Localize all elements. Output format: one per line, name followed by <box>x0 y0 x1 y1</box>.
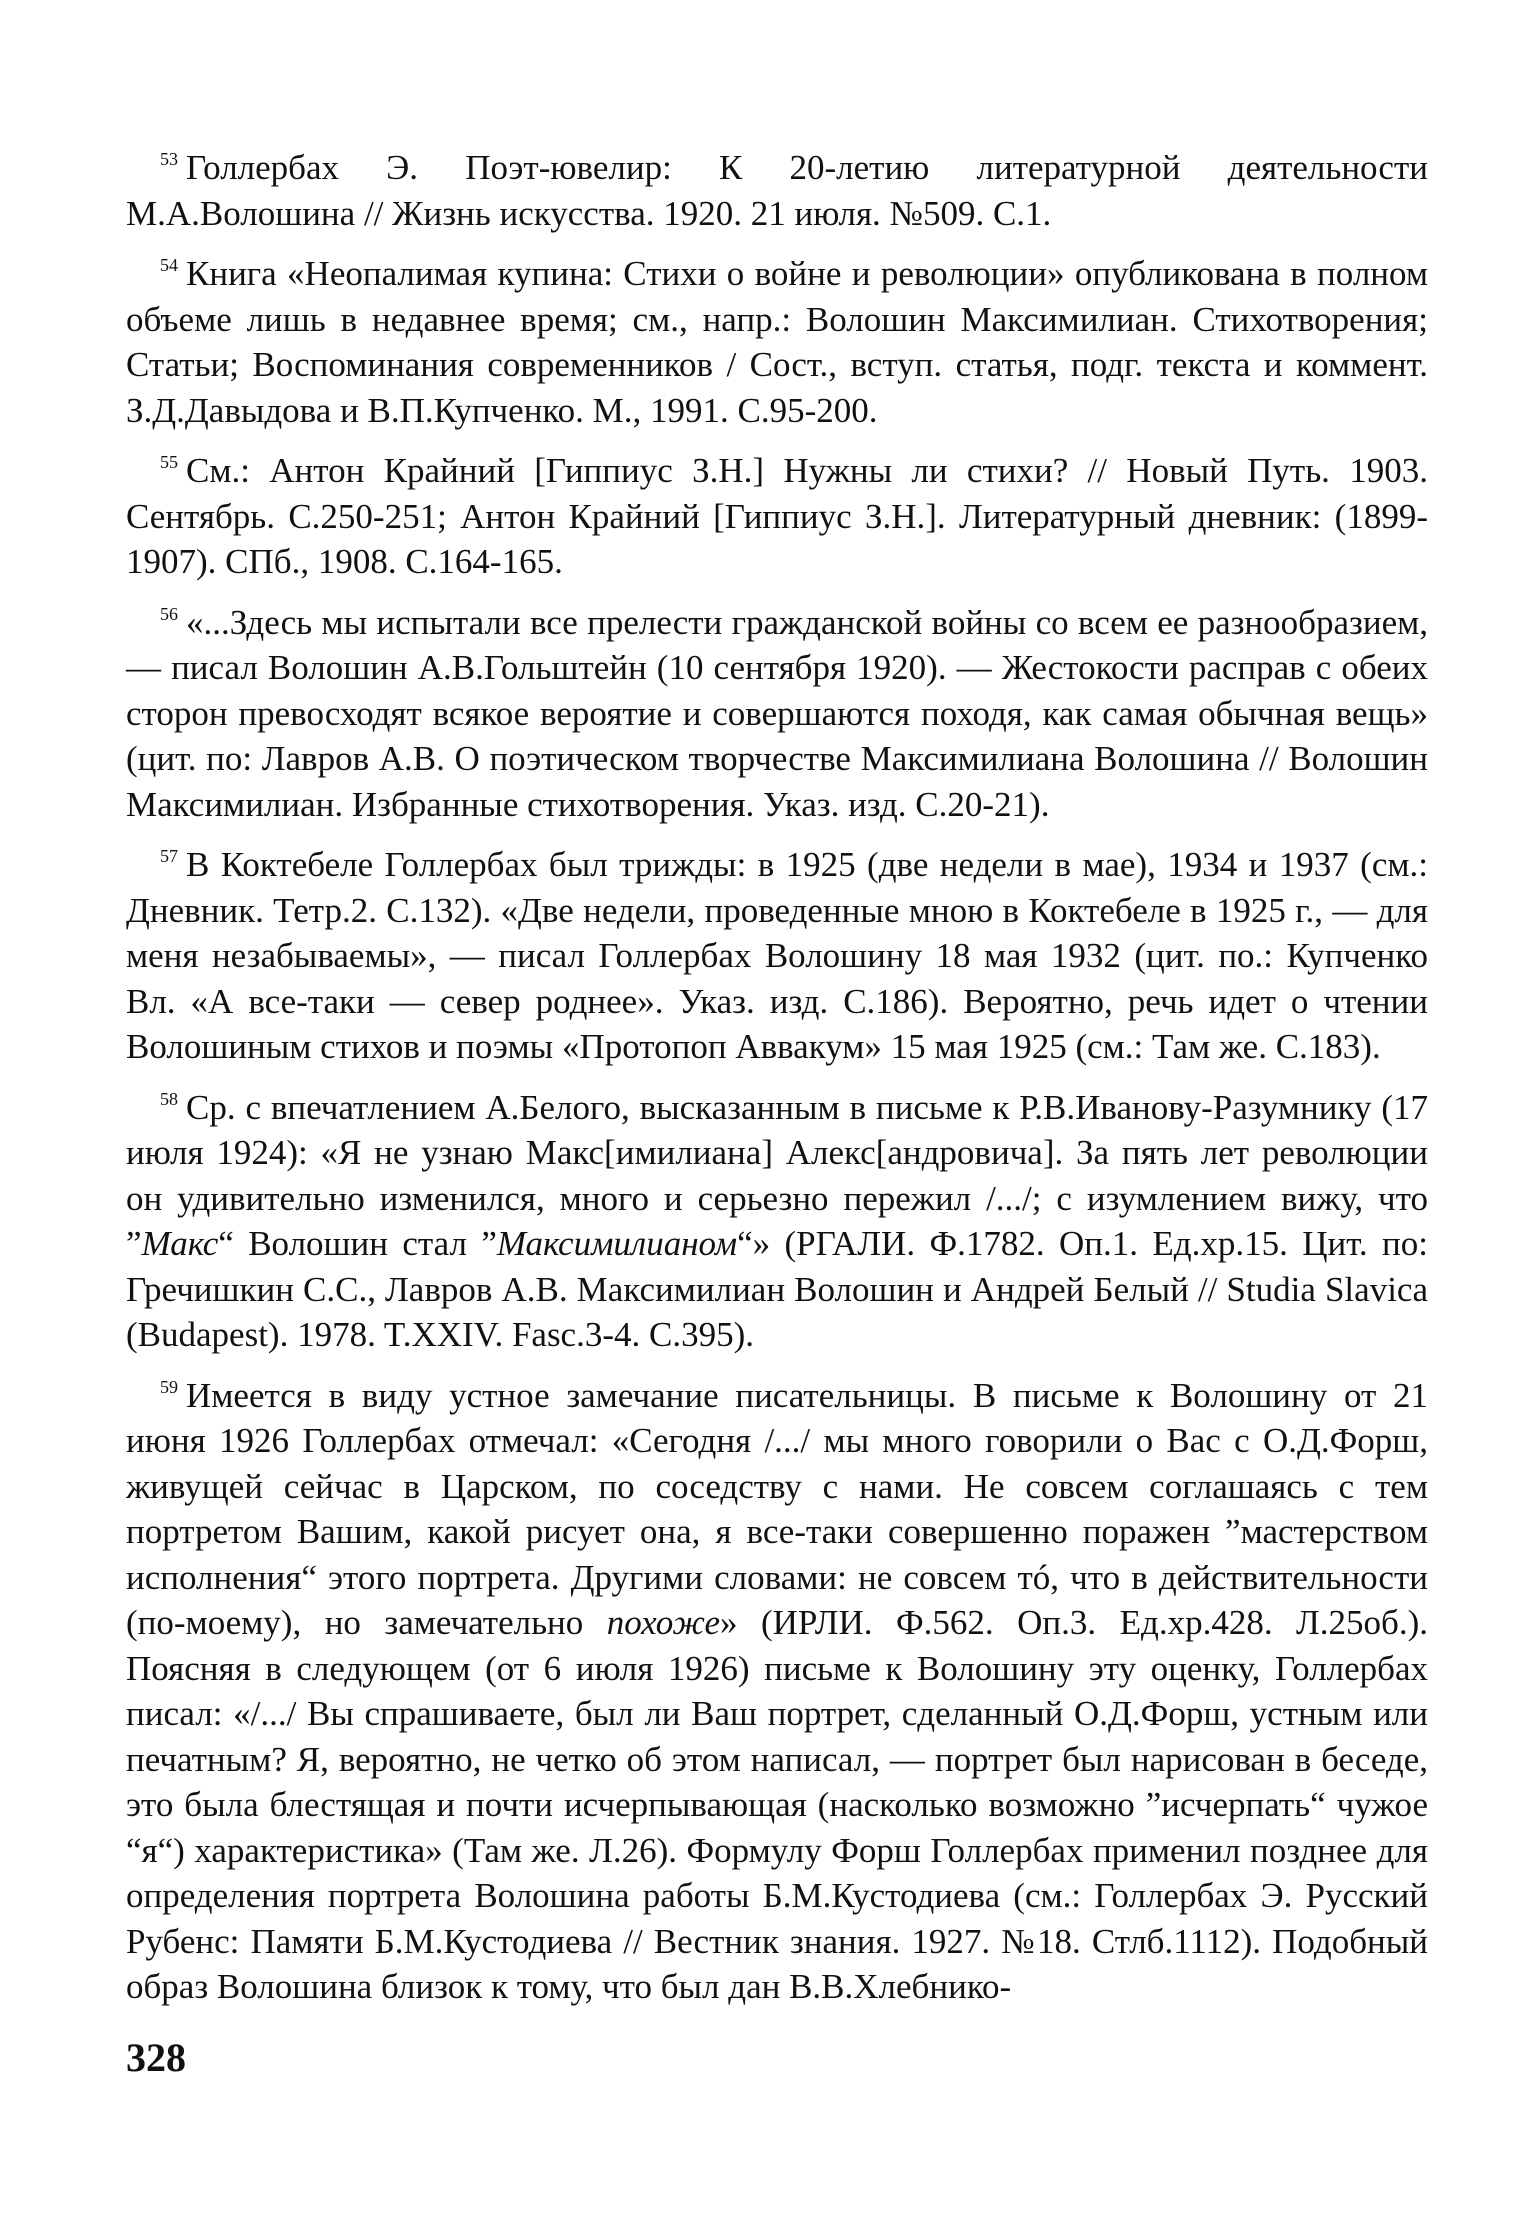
footnotes-block <box>126 145 1428 2025</box>
footnote-56 <box>126 600 1428 828</box>
footnote-text: Голлербах Э. Поэт-ювелир: К 20-летию литературной деятельности М.А.Волошина // Жизнь искусства. 1920. 21 июля. №509. С.1. <box>126 148 1428 233</box>
footnote-text: «...Здесь мы испытали все прелести гражданской войны со всем ее разнообразием, — писал Волошин А.В.Гольштейн (10 сентября 1920). — Жестокости расправ с обеих сторон превосходят всякое вероятие и совершаются походя, как самая обычная вещь» (цит. по: Лавров А.В. О поэтическом творчестве Максимилиана Волошина // Волошин Максимилиан. Избранные стихотворения. Указ. изд. С.20-21). <box>126 602 1428 824</box>
footnote-text: Имеется в виду устное замечание писательницы. В письме к Волошину от 21 июня 1926 Голлербах отмечал: «Сегодня /.../ мы много говорили о Вас с О.Д.Форш, живущей сейчас в Царском, по соседству с нами. Не совсем соглашаясь с тем портретом Вашим, какой рисует она, я все-таки совершенно поражен ”мастерством исполнения“ этого портрета. Другими словами: не совсем тó, что в действительности (по-моему), но замечательно <box>126 1375 1428 1642</box>
footnote-emphasis: Максимилианом <box>496 1224 738 1263</box>
footnote-59 <box>126 1373 1428 2010</box>
footnote-55 <box>126 448 1428 585</box>
footnote-text: “ Волошин стал ” <box>218 1224 497 1263</box>
footnote-number: 59 <box>160 1376 178 1397</box>
footnote-emphasis: Макс <box>141 1224 219 1263</box>
footnote-number: 58 <box>160 1088 178 1109</box>
footnote-number: 55 <box>160 452 178 472</box>
footnote-57 <box>126 842 1428 1070</box>
footnote-text: “» (РГАЛИ. Ф.1782. Оп.1. Ед.хр.15. Цит. по: Гречишкин С.С., Лавров А.В. Максимилиан Волошин и Андрей Белый // Studia Slavica (Budapest). 1978. T.XXIV. Fasc.3-4. C.395). <box>126 1224 1428 1354</box>
footnote-58 <box>126 1085 1428 1358</box>
footnote-number: 57 <box>160 846 178 866</box>
footnote-54 <box>126 251 1428 433</box>
footnote-number: 53 <box>160 149 178 169</box>
page-number: 328 <box>126 2035 186 2080</box>
footnote-text: Книга «Неопалимая купина: Стихи о войне и революции» опубликована в полном объеме лишь в недавнее время; см., напр.: Волошин Максимилиан. Стихотворения; Статьи; Воспоминания современников / Сост., вступ. статья, подг. текста и коммент. З.Д.Давыдова и В.П.Купченко. М., 1991. С.95-200. <box>126 254 1428 430</box>
footnote-number: 56 <box>160 603 178 624</box>
footnote-text: Ср. с впечатлением А.Белого, высказанным в письме к Р.В.Иванову-Разумнику (17 июля 1924): «Я не узнаю Макс[имилиана] Алекс[андровича]. За пять лет революции он удивительно изменился, много и серьезно пережил /.../; с изумлением вижу, что ” <box>126 1087 1428 1263</box>
footnote-text: » (ИРЛИ. Ф.562. Оп.3. Ед.хр.428. Л.25об.). Поясняя в следующем (от 6 июля 1926) письме к Волошину эту оценку, Голлербах писал: «/.../ Вы спрашиваете, был ли Ваш портрет, сделанный О.Д.Форш, устным или печатным? Я, вероятно, не четко об этом написал, — портрет был нарисован в беседе, это была блестящая и почти исчерпывающая (насколько возможно ”исчерпать“ чужое “я“) характеристика» (Там же. Л.26). Формулу Форш Голлербах применил позднее для определения портрета Волошина работы Б.М.Кустодиева (см.: Голлербах Э. Русский Рубенс: Памяти Б.М.Кустодиева // Вестник знания. 1927. №18. Стлб.1112). Подобный образ Волошина близок к тому, что был дан В.В.Хлебнико- <box>126 1603 1429 2006</box>
footnote-emphasis: похоже <box>606 1603 721 1642</box>
footnote-number: 54 <box>160 255 178 275</box>
footnote-text: См.: Антон Крайний [Гиппиус З.Н.] Нужны ли стихи? // Новый Путь. 1903. Сентябрь. С.250-251; Антон Крайний [Гиппиус З.Н.]. Литературный дневник: (1899-1907). СПб., 1908. С.164-165. <box>126 451 1428 581</box>
footnote-53 <box>126 145 1428 236</box>
footnote-text: В Коктебеле Голлербах был трижды: в 1925 (две недели в мае), 1934 и 1937 (см.: Дневник. Тетр.2. С.132). «Две недели, проведенные мною в Коктебеле в 1925 г., — для меня незабываемы», — писал Голлербах Волошину 18 мая 1932 (цит. по.: Купченко Вл. «А все-таки — север роднее». Указ. изд. С.186). Вероятно, речь идет о чтении Волошиным стихов и поэмы «Протопоп Аввакум» 15 мая 1925 (см.: Там же. С.183). <box>126 845 1428 1066</box>
